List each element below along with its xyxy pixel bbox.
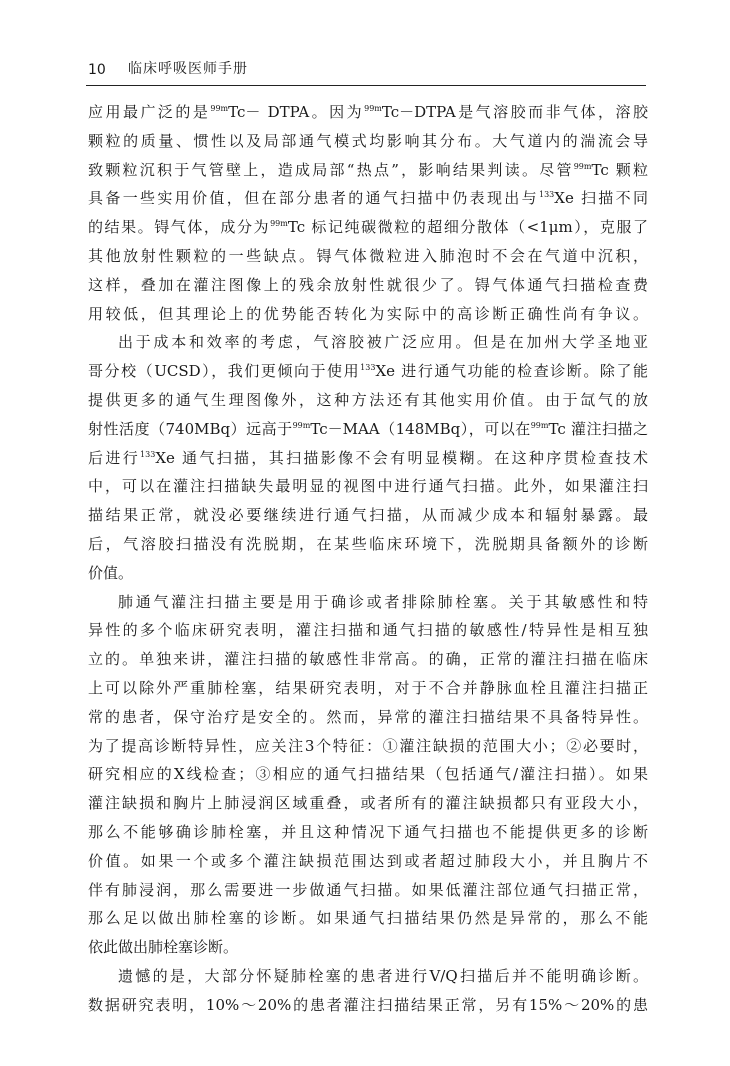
isotope-superscript: 99m xyxy=(270,219,288,229)
isotope-superscript: 99m xyxy=(530,420,549,430)
page-number: 10 xyxy=(88,62,106,78)
text-line: 哥分校（UCSD），我们更倾向于使用$^{133}$Xe 进行通气功能的检查诊断。除了能 xyxy=(88,362,648,381)
text-line: 伴有肺浸润，那么需要进一步做通气扫描。如果低灌注部位通气扫描正常， xyxy=(88,880,648,899)
text-line: 这样，叠加在灌注图像上的残余放射性就很少了。锝气体通气扫描检查费 xyxy=(88,275,648,294)
text-line: 出于成本和效率的考虑，气溶胶被广泛应用。但是在加州大学圣地亚 xyxy=(118,333,648,352)
text-line: 遗憾的是，大部分怀疑肺栓塞的患者进行V/Q扫描后并不能明确诊断。 xyxy=(118,966,648,985)
text-line: 描结果正常，就没必要继续进行通气扫描，从而减少成本和辐射暴露。最 xyxy=(88,506,648,525)
isotope-superscript: 133 xyxy=(360,363,376,373)
text-line: 依此做出肺栓塞诊断。 xyxy=(88,938,239,957)
header-rule xyxy=(86,85,646,86)
text-line: 中，可以在灌注扫描缺失最明显的视图中进行通气扫描。此外，如果灌注扫 xyxy=(88,477,648,496)
isotope-superscript: 133 xyxy=(539,190,555,200)
text-line: 其他放射性颗粒的一些缺点。锝气体微粒进入肺泡时不会在气道中沉积， xyxy=(88,246,648,265)
text-line: 用较低，但其理论上的优势能否转化为实际中的高诊断正确性尚有争议。 xyxy=(88,304,648,323)
isotope-superscript: 99m xyxy=(364,104,382,113)
text-line: 异性的多个临床研究表明，灌注扫描和通气扫描的敏感性/特异性是相互独 xyxy=(88,621,648,640)
text-line: 那么足以做出肺栓塞的诊断。如果通气扫描结果仍然是异常的，那么不能 xyxy=(88,909,648,928)
running-header xyxy=(88,58,648,78)
text-line: 肺通气灌注扫描主要是用于确诊或者排除肺栓塞。关于其敏感性和特 xyxy=(118,592,648,611)
text-line: 后进行$^{133}$Xe 通气扫描，其扫描影像不会有明显模糊。在这种序贯检查技术 xyxy=(88,448,648,467)
paragraph-3 xyxy=(88,588,648,962)
body-text xyxy=(88,98,648,1020)
isotope-superscript: 99m xyxy=(292,420,311,430)
text-line: 灌注缺损和胸片上肺浸润区域重叠，或者所有的灌注缺损都只有亚段大小， xyxy=(88,794,648,813)
text-line: 后，气溶胶扫描没有洗脱期，在某些临床环境下，洗脱期具备额外的诊断 xyxy=(88,534,648,553)
text-line: 射性活度（740MBq）远高于$^{99m}$Tc－MAA（148MBq），可以在$^{99m}$Tc 灌注扫描之 xyxy=(88,419,648,438)
text-line: 应用最广泛的是$^{99m}$Tc－ DTPA。因为$^{99m}$Tc－DTPA是气溶胶而非气体，溶胶 xyxy=(88,103,648,121)
paragraph-4 xyxy=(88,962,648,1020)
text-line: 提供更多的通气生理图像外，这种方法还有其他实用价值。由于氙气的放 xyxy=(88,390,648,409)
text-line: 价值。如果一个或多个灌注缺损范围达到或者超过肺段大小，并且胸片不 xyxy=(88,851,648,870)
isotope-superscript: 99m xyxy=(210,104,229,113)
isotope-superscript: 133 xyxy=(140,449,156,459)
paragraph-2 xyxy=(88,328,648,587)
isotope-superscript: 99m xyxy=(573,161,592,171)
text-line: 的结果。锝气体，成分为$^{99m}$Tc 标记纯碳微粒的超细分散体（<1μm），克服了 xyxy=(88,218,648,237)
book-title: 临床呼吸医师手册 xyxy=(128,61,248,77)
paragraph-1 xyxy=(88,98,648,328)
text-line: 立的。单独来讲，灌注扫描的敏感性非常高。的确，正常的灌注扫描在临床 xyxy=(88,650,648,669)
text-line: 数据研究表明，10%～20%的患者灌注扫描结果正常，另有15%～20%的患 xyxy=(88,995,648,1014)
text-line: 价值。 xyxy=(88,563,134,582)
text-line: 具备一些实用价值，但在部分患者的通气扫描中仍表现出与$^{133}$Xe 扫描不同 xyxy=(88,189,648,208)
text-line: 上可以除外严重肺栓塞，结果研究表明，对于不合并静脉血栓且灌注扫描正 xyxy=(88,678,648,697)
text-line: 颗粒的质量、惯性以及局部通气模式均影响其分布。大气道内的湍流会导 xyxy=(88,131,648,150)
text-line: 研究相应的X线检查；③相应的通气扫描结果（包括通气/灌注扫描）。如果 xyxy=(88,765,648,784)
text-line: 为了提高诊断特异性，应关注3个特征：①灌注缺损的范围大小；②必要时， xyxy=(88,736,648,755)
text-line: 那么不能够确诊肺栓塞，并且这种情况下通气扫描也不能提供更多的诊断 xyxy=(88,822,648,841)
text-line: 常的患者，保守治疗是安全的。然而，异常的灌注扫描结果不具备特异性。 xyxy=(88,707,648,726)
text-line: 致颗粒沉积于气管壁上，造成局部“热点”，影响结果判读。尽管$^{99m}$Tc 颗粒 xyxy=(88,160,649,179)
